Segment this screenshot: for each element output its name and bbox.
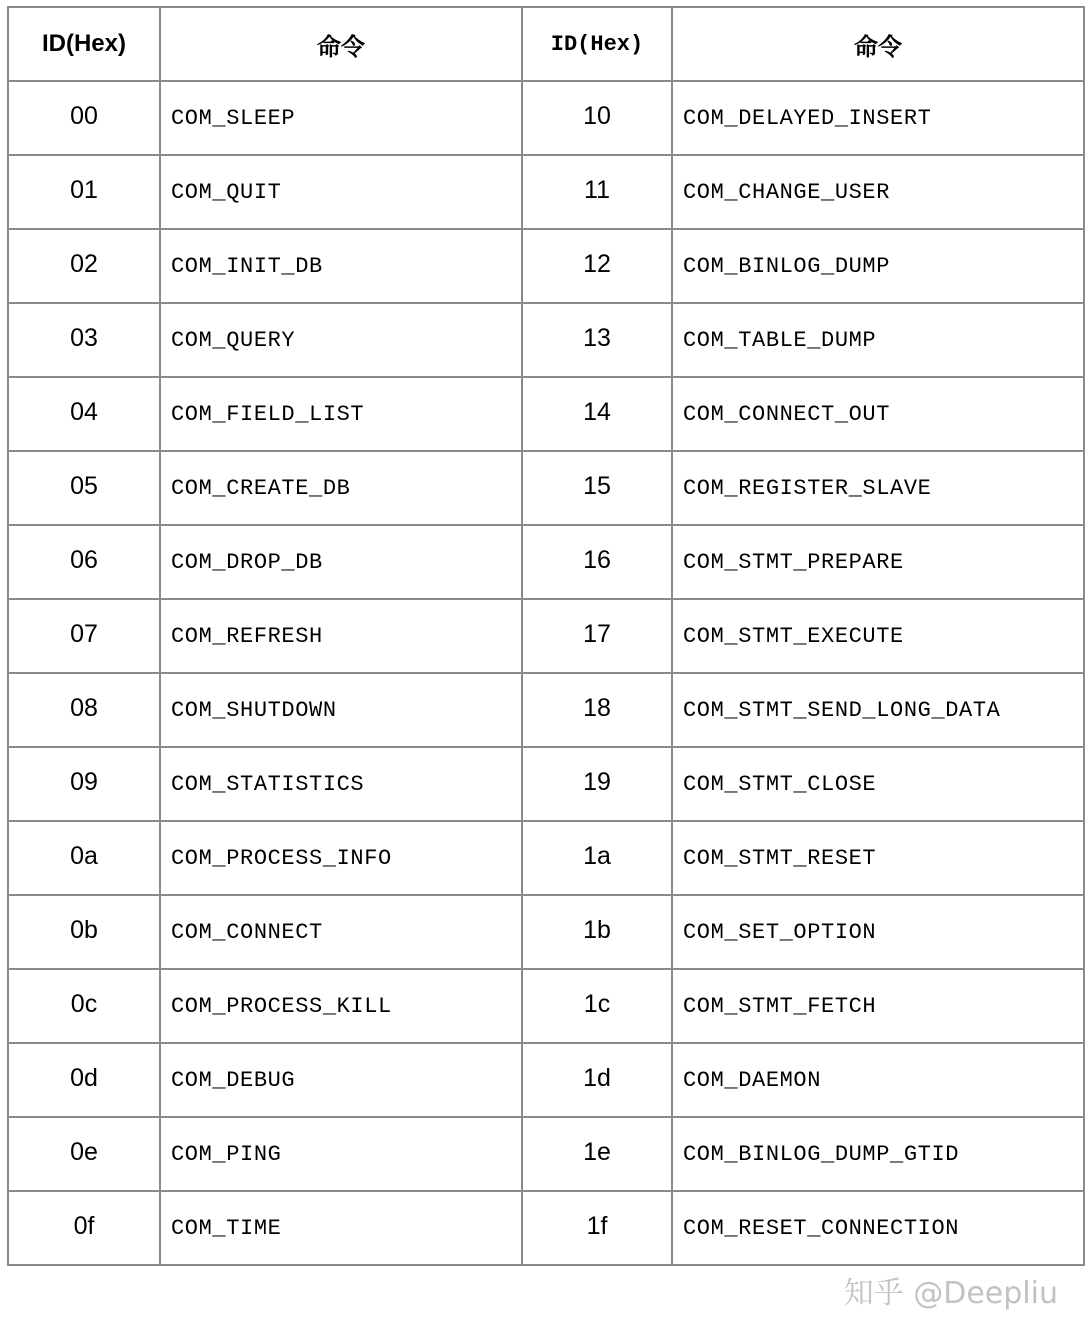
command-left-cell: COM_PROCESS_INFO xyxy=(160,821,522,895)
command-right-cell: COM_STMT_CLOSE xyxy=(672,747,1084,821)
id-left-cell: 06 xyxy=(8,525,160,599)
command-right-cell: COM_BINLOG_DUMP_GTID xyxy=(672,1117,1084,1191)
command-left-cell: COM_SLEEP xyxy=(160,81,522,155)
id-left-cell: 08 xyxy=(8,673,160,747)
table-row xyxy=(8,81,1084,155)
command-right-cell: COM_REGISTER_SLAVE xyxy=(672,451,1084,525)
command-left-cell: COM_PING xyxy=(160,1117,522,1191)
command-left-cell: COM_DROP_DB xyxy=(160,525,522,599)
table-row xyxy=(8,969,1084,1043)
command-right-cell: COM_DAEMON xyxy=(672,1043,1084,1117)
command-left-cell: COM_PROCESS_KILL xyxy=(160,969,522,1043)
command-left-cell: COM_INIT_DB xyxy=(160,229,522,303)
id-left-cell: 02 xyxy=(8,229,160,303)
id-right-cell: 16 xyxy=(522,525,672,599)
id-right-cell: 14 xyxy=(522,377,672,451)
command-right-cell: COM_TABLE_DUMP xyxy=(672,303,1084,377)
header-command-left: 命令 xyxy=(160,7,522,81)
command-right-cell: COM_BINLOG_DUMP xyxy=(672,229,1084,303)
id-right-cell: 17 xyxy=(522,599,672,673)
id-left-cell: 0c xyxy=(8,969,160,1043)
header-id-right: ID(Hex) xyxy=(522,7,672,81)
id-right-cell: 1d xyxy=(522,1043,672,1117)
command-left-cell: COM_QUIT xyxy=(160,155,522,229)
table-row xyxy=(8,451,1084,525)
table-row xyxy=(8,895,1084,969)
table-row xyxy=(8,525,1084,599)
id-right-cell: 1b xyxy=(522,895,672,969)
id-right-cell: 15 xyxy=(522,451,672,525)
table-row xyxy=(8,599,1084,673)
command-left-cell: COM_CREATE_DB xyxy=(160,451,522,525)
id-left-cell: 0f xyxy=(8,1191,160,1265)
command-right-cell: COM_CONNECT_OUT xyxy=(672,377,1084,451)
id-left-cell: 09 xyxy=(8,747,160,821)
id-left-cell: 03 xyxy=(8,303,160,377)
id-left-cell: 01 xyxy=(8,155,160,229)
command-left-cell: COM_REFRESH xyxy=(160,599,522,673)
command-right-cell: COM_CHANGE_USER xyxy=(672,155,1084,229)
table-row xyxy=(8,303,1084,377)
id-right-cell: 1c xyxy=(522,969,672,1043)
table-row xyxy=(8,747,1084,821)
table-row xyxy=(8,1043,1084,1117)
command-right-cell: COM_RESET_CONNECTION xyxy=(672,1191,1084,1265)
id-right-cell: 13 xyxy=(522,303,672,377)
command-right-cell: COM_STMT_RESET xyxy=(672,821,1084,895)
command-left-cell: COM_FIELD_LIST xyxy=(160,377,522,451)
command-right-cell: COM_STMT_SEND_LONG_DATA xyxy=(672,673,1084,747)
command-id-table xyxy=(7,6,1085,1266)
command-right-cell: COM_STMT_PREPARE xyxy=(672,525,1084,599)
command-left-cell: COM_STATISTICS xyxy=(160,747,522,821)
command-left-cell: COM_QUERY xyxy=(160,303,522,377)
id-right-cell: 1f xyxy=(522,1191,672,1265)
id-right-cell: 11 xyxy=(522,155,672,229)
command-right-cell: COM_DELAYED_INSERT xyxy=(672,81,1084,155)
id-left-cell: 0d xyxy=(8,1043,160,1117)
table-body xyxy=(8,81,1084,1265)
table-row xyxy=(8,229,1084,303)
command-left-cell: COM_SHUTDOWN xyxy=(160,673,522,747)
table-row xyxy=(8,821,1084,895)
id-left-cell: 05 xyxy=(8,451,160,525)
header-command-right: 命令 xyxy=(672,7,1084,81)
header-id-left: ID(Hex) xyxy=(8,7,160,81)
command-right-cell: COM_STMT_FETCH xyxy=(672,969,1084,1043)
command-right-cell: COM_STMT_EXECUTE xyxy=(672,599,1084,673)
id-right-cell: 10 xyxy=(522,81,672,155)
id-left-cell: 0a xyxy=(8,821,160,895)
id-left-cell: 0e xyxy=(8,1117,160,1191)
id-right-cell: 1a xyxy=(522,821,672,895)
table-row xyxy=(8,155,1084,229)
id-right-cell: 1e xyxy=(522,1117,672,1191)
command-left-cell: COM_CONNECT xyxy=(160,895,522,969)
watermark-text: 知乎 @Deepliu xyxy=(843,1276,1058,1311)
id-right-cell: 19 xyxy=(522,747,672,821)
command-left-cell: COM_TIME xyxy=(160,1191,522,1265)
id-right-cell: 18 xyxy=(522,673,672,747)
table-header-row xyxy=(8,7,1084,81)
id-right-cell: 12 xyxy=(522,229,672,303)
id-left-cell: 07 xyxy=(8,599,160,673)
id-left-cell: 00 xyxy=(8,81,160,155)
command-right-cell: COM_SET_OPTION xyxy=(672,895,1084,969)
table-row xyxy=(8,673,1084,747)
command-left-cell: COM_DEBUG xyxy=(160,1043,522,1117)
table-row xyxy=(8,1191,1084,1265)
table-row xyxy=(8,377,1084,451)
id-left-cell: 0b xyxy=(8,895,160,969)
table-row xyxy=(8,1117,1084,1191)
id-left-cell: 04 xyxy=(8,377,160,451)
